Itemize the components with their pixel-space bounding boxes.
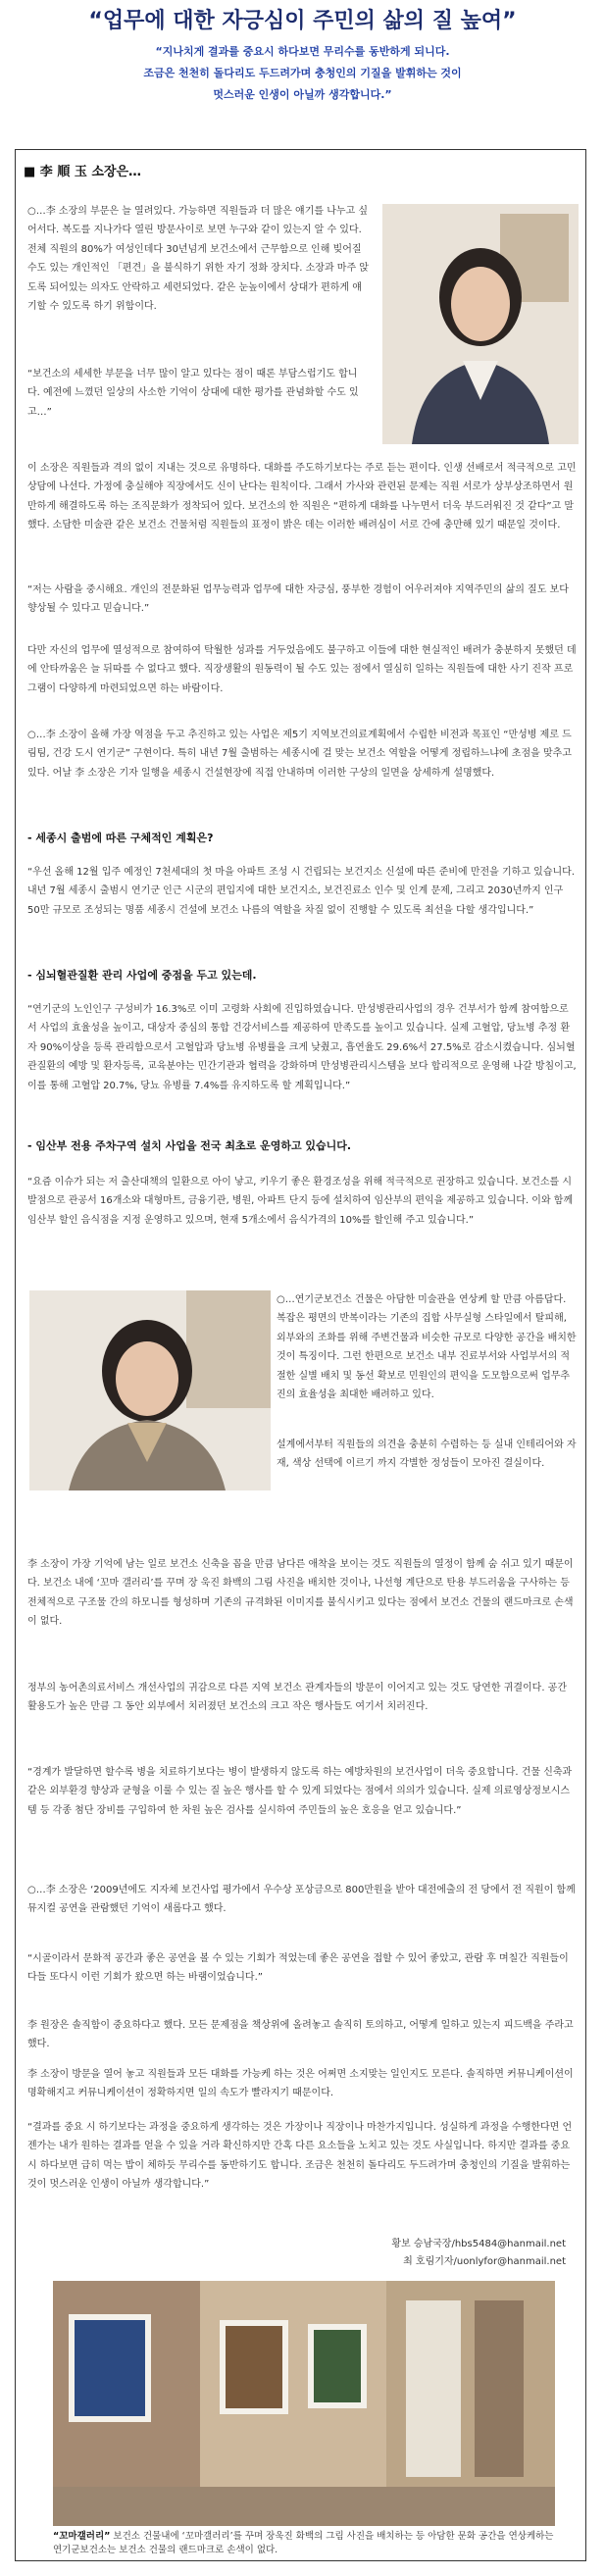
paragraph: “요즘 이슈가 되는 저 출산대책의 일환으로 아이 낳고, 키우기 좋은 환경조성을 위해 적극적으로 권장하고 있습니다. 보건소를 시발점으로 관공서 16개소와 대형마트, 금융기관, 병원, 아파트 단지 등에 설치하여 임산부의 편익을 제공하고 있습니다. 이와 함께 임산부 할인 음식점을 지정 운영하고 있으며, 현재 5개소에서 음식가격의 10%를 할인해 주고 있습니다.” [27,1177,574,1226]
lead-quote [39,41,566,106]
headline: “업무에 대한 자긍심이 주민의 삶의 질 높여” [88,9,517,33]
paragraph: 李 원장은 솔직함이 중요하다고 했다. 모든 문제점을 책상위에 올려놓고 솔직히 토의하고, 어떻게 일하고 있는지 피드백을 주라고 했다. [27,2020,574,2050]
paragraph: 설계에서부터 직원들의 의견을 충분히 수렴하는 등 실내 인테리어와 자재, 색상 선택에 이르기 까지 각별한 정성들이 모아진 결실이다. [277,1440,577,1470]
caption-text: 보건소 건물내에 ‘꼬마갤러리’를 꾸며 장욱진 화백의 그림 사진을 배치하는 등 아담한 문화 공간을 연상케하는 연기군보건소는 보건소 건물의 랜드마크로 손색이 없다. [53,2531,554,2555]
byline [391,2236,566,2271]
paragraph: 다만 자신의 업무에 열성적으로 참여하여 탁월한 성과를 거두었음에도 불구하고 이들에 대한 현실적인 배려가 충분하지 못했던 데에 안타까움은 늘 뒤따를 수 없다고 했다. 직장생활의 원동력이 될 수도 있는 점에서 열심히 일하는 직원들에 대한 사기 진작 프로그램이 다양하게 마련되었으면 하는 바람이다. [27,645,577,694]
byline-line: 최 호림기자/uonlyfor@hanmail.net [403,2256,566,2267]
byline-line: 황보 승남국장/hbs5484@hanmail.net [391,2239,566,2249]
paragraph: “시골이라서 문화적 공간과 좋은 공연을 볼 수 있는 기회가 적었는데 좋은 공연을 접할 수 있어 좋았고, 관람 후 며칠간 직원들이 다들 또다시 이런 기회가 왔으면 하는 바램이었습니다.” [27,1953,569,1984]
lead-line: 조금은 천천히 돌다리도 두드려가며 충청인의 기질을 발휘하는 것이 [143,67,462,79]
paragraph: ○…李 소장이 올해 가장 역점을 두고 추진하고 있는 사업은 제5기 지역보건의료계획에서 수립한 비전과 목표인 “만성병 제로 드림팀, 건강 도시 연기군” 구현이다. 특히 내년 7월 출범하는 세종시에 걸 맞는 보건소 역할을 어떻게 정립하느냐에 초점을 맞추고 있다. 어날 李 소장은 기자 일행을 세종시 건설현장에 직접 안내하며 이러한 구상의 일면을 상세하게 설명했다. [27,730,572,779]
caption-label: “꼬마갤러리” [53,2531,111,2542]
lead-line: 멋스러운 인생이 아닐까 생각합니다.” [213,88,392,101]
paragraph: 李 소장이 가장 기억에 남는 일로 보건소 신축을 꼽을 만큼 남다른 애착을 보이는 것도 직원들의 열정이 함께 숨 쉬고 있기 때문이다. 보건소 내에 ‘꼬마 갤러리’를 꾸며 장 욱진 화백의 그림 사진을 배치한 것이나, 나선형 계단으로 탄용 부드러움을 구사하는 등 전체적으로 구조물 간의 하모니를 형성하며 기존의 규격화된 이미지를 불식시키고 있다는 점에서 보건소 건물의 랜드마크로 손색이 없다. [27,1559,574,1628]
photo-caption [53,2530,555,2557]
paragraph: “우선 올해 12월 입주 예정인 7천세대의 첫 마을 아파트 조성 시 건립되는 보건지소 신설에 따른 준비에 만전을 기하고 있습니다. 내년 7월 세종시 출범시 연기군 인근 시군의 편입지에 대한 보건지소, 보건진료소 인수 및 인계 문제, 그리고 2030년까지 인구 50만 규모로 조성되는 명품 세종시 건설에 보건소 나름의 역할을 차질 없이 진행할 수 있도록 최선을 다할 생각입니다.” [27,867,576,916]
gallery-photo [53,2281,555,2526]
paragraph: “결과를 중요 시 하기보다는 과정을 중요하게 생각하는 것은 가장이나 직장이나 마찬가지입니다. 성실하게 과정을 수행한다면 언젠가는 내가 원하는 결과를 얻을 수 있을 거라 확신하지만 간혹 다른 요소들을 노치고 있는 것도 사실입니다. 하지만 결과를 중요시 하다보면 급히 먹는 밥이 체하듯 무리수를 동반하기도 합니다. 조금은 천천히 돌다리도 두드려가며 충청인의 기질을 발휘하는 것이 멋스러운 인생이 아닐까 생각합니다.” [27,2122,573,2191]
portrait-photo [382,204,579,444]
paragraph: 이 소장은 직원들과 격의 없이 지내는 것으로 유명하다. 대화를 주도하기보다는 주로 듣는 편이다. 인생 선배로서 적극적으로 고민 상담에 나선다. 가정에 충실해야 직장에서도 신이 난다는 원칙이다. 그래서 가사와 관련된 문제는 직원 서로가 상부상조하면서 원만하게 해결하도록 하는 조직문화가 정착되어 있다. 보건소의 한 직원은 “편하게 대화를 나누면서 더욱 부드러워진 것 같다”고 말했다. 소담한 미술관 같은 보건소 건물처럼 직원들의 표정이 밝은 데는 이러한 배려심이 서로 간에 충만해 있기 때문일 것이다. [27,463,577,531]
question-heading: - 임산부 전용 주차구역 설치 사업을 전국 최초로 운영하고 있습니다. [27,1139,352,1152]
paragraph: 정부의 농어촌의료서비스 개선사업의 귀감으로 다른 지역 보건소 관계자들의 방문이 이어지고 있는 것도 당연한 귀결이다. 공간 활용도가 높은 만큼 그 동안 외부에서 치러졌던 보건소의 크고 작은 행사들도 여기서 치러진다. [27,1683,568,1713]
paragraph: “저는 사람을 중시해요. 개인의 전문화된 업무능력과 업무에 대한 자긍심, 풍부한 경험이 어우러져야 지역주민의 삶의 질도 보다 향상될 수 있다고 믿습니다.” [27,584,569,615]
paragraph: “경계가 발달하면 할수록 병을 치료하기보다는 병이 발생하지 않도록 하는 예방차원의 보건사업이 더욱 중요합니다. 건물 신축과 같은 외부환경 향상과 균형을 이룰 수 있는 질 높은 행사를 할 수 있게 되었다는 점에서 의의가 있습니다. 실제 의료영상정보시스템 등 각종 첨단 장비를 구입하여 한 차원 높은 검사를 실시하여 주민들의 높은 호응을 얻고 있습니다.” [27,1767,573,1816]
paragraph: “연기군의 노인인구 구성비가 16.3%로 이미 고령화 사회에 진입하였습니다. 만성병관리사업의 경우 건부서가 함께 참여함으로서 사업의 효율성을 높이고, 대상자 중심의 통합 건강서비스를 제공하여 만족도를 높이고 있습니다. 실제 고혈압, 당뇨병 추정 환자 90%이상을 등록 관리함으로서 고혈압과 당뇨병 유병률을 크게 낮췄고, 흡연율도 29.6%서 27.5%로 감소시켰습니다. 심뇌혈관질환의 예방 및 환자등록, 교육분야는 민간기관과 협력을 강화하며 만성병관리시스템을 보다 합리적으로 운영해 나갈 방침이고, 이를 통해 고혈압 20.7%, 당뇨 유병률 7.4%를 유지하도록 할 계획입니다.” [27,1004,577,1091]
lead-line: “지나치게 결과를 중요시 하다보면 무리수를 동반하게 되니다. [155,45,450,58]
paragraph: ○…연기군보건소 건물은 아담한 미술관을 연상케 할 만큼 아름답다. 복잡은 평면의 반복이라는 기존의 집합 사무실형 스타일에서 탈피해, 외부와의 조화를 위해 주변건물과 비슷한 규모로 다양한 공간을 배치한 것이 특징이다. 그런 한편으로 보건소 내부 진료부서와 사업부서의 적절한 실별 배치 및 동선 확보로 민원인의 편익을 도모함으로써 업무추진의 효율성을 최대한 배려하고 있다. [277,1294,577,1401]
portrait-photo-2 [29,1290,271,1490]
paragraph: “보건소의 세세한 부문을 너무 많이 알고 있다는 점이 때론 부담스럽기도 합니다. 예전에 느꼈던 일상의 사소한 기억이 상대에 대한 평가를 관념화할 수도 있고…” [27,369,359,418]
paragraph: ○…李 소장은 ‘2009년에도 지자체 보건사업 평가에서 우수상 포상금으로 800만원을 받아 대전에출의 전 당에서 전 직원이 함께 뮤지컬 공연을 관람했던 기억이 새롭다고 했다. [27,1885,576,1915]
paragraph: 李 소장이 방문을 열어 놓고 직원들과 모든 대화를 가능케 하는 것은 어쩌면 소지맞는 일인지도 모른다. 솔직하면 커뮤니케이션이 명확해지고 커뮤니케이션이 정확하지면 일의 속도가 빨라지기 때문이다. [27,2069,574,2099]
paragraph: ○…李 소장의 부문은 늘 열려있다. 가능하면 직원들과 더 많은 얘기를 나누고 싶어서다. 복도를 지나가다 열린 방문사이로 보면 누구와 같이 있는지 알 수 있다. 전체 직원의 80%가 여성인데다 30년넘게 보건소에서 근무함으로 인해 빚어질 수도 있는 개인적인 「편견」을 불식하기 위한 자기 정화 장치다. 소장과 마주 앉도록 되어있는 의자도 안락하고 세련되었다. 같은 눈높이에서 상대가 편하게 얘기할 수 있도록 하기 위함이다. [27,206,369,313]
section-title: ■ 李 順 玉 소장은… [24,165,142,179]
question-heading: - 세종시 출범에 따른 구체적인 계획은? [27,832,214,844]
question-heading: - 심뇌혈관질환 관리 사업에 중점을 두고 있는데. [27,969,257,982]
